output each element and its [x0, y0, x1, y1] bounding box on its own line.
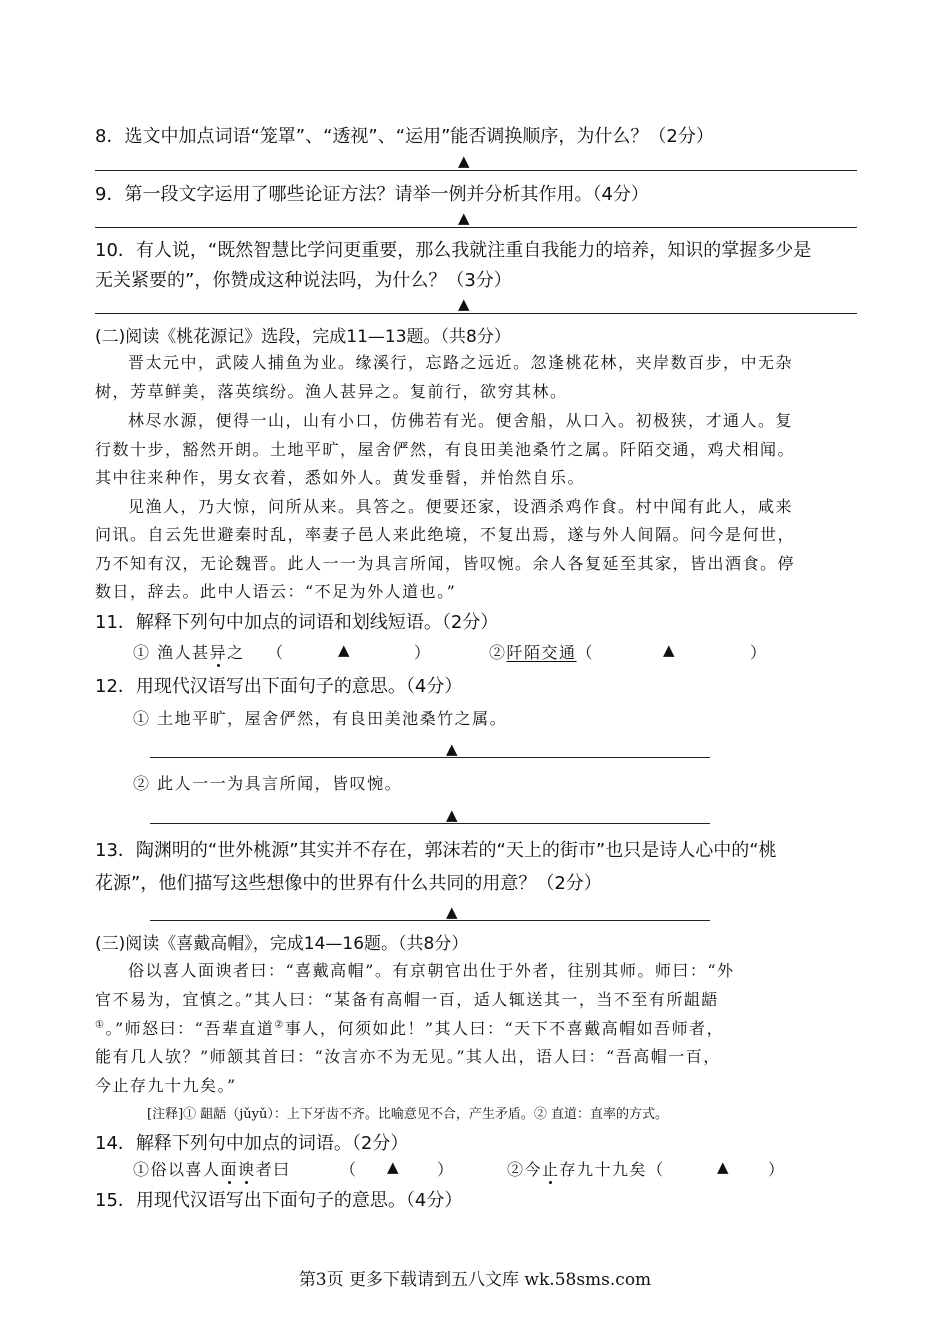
passage2-line: 问讯。自云先世避秦时乱，率妻子邑人来此绝境，不复出焉，遂与外人间隔。问今是何世，	[95, 525, 796, 544]
q11-blank-2-close: ）	[750, 643, 768, 662]
question-11: 11．解释下列句中加点的词语和划线短语。（2分）	[95, 612, 499, 633]
question-12: 12．用现代汉语写出下面句子的意思。（4分）	[95, 676, 463, 697]
q14-blank-2-mark[interactable]: ▲	[717, 1158, 729, 1176]
q12-sentence-1: ① 土地平旷，屋舍俨然，有良田美池桑竹之属。	[133, 709, 508, 728]
answer-line-12-2[interactable]	[150, 823, 710, 824]
q11-blank-1-mark[interactable]: ▲	[338, 641, 350, 659]
answer-line-10[interactable]	[95, 313, 857, 314]
answer-line-8[interactable]	[95, 170, 857, 171]
dotted-word: 谀	[238, 1160, 256, 1179]
question-10-line1: 10．有人说，“既然智慧比学问更重要，那么我就注重自我能力的培养，知识的掌握多少是	[95, 240, 812, 261]
answer-mark-12-1: ▲	[446, 740, 458, 758]
passage2-line: 晋太元中，武陵人捕鱼为业。缘溪行，忘路之远近。忽逢桃花林，夹岸数百步，中无杂	[128, 353, 794, 372]
section-2-heading: (二)阅读《桃花源记》选段，完成11—13题。（共8分）	[95, 327, 511, 347]
dotted-word: 面	[220, 1160, 239, 1179]
q11-blank-2-mark[interactable]: ▲	[663, 641, 675, 659]
q14-blank-1-open: （	[340, 1160, 358, 1179]
question-13-line1: 13．陶渊明的“世外桃源”其实并不存在，郭沫若的“天上的街市”也只是诗人心中的“桃	[95, 840, 777, 861]
passage3-line: 官不易为，宜慎之。”其人曰：“某备有高帽一百，适人辄送其一，当不至有所龃龉	[95, 990, 719, 1009]
page-footer: 第3页 更多下载请到五八文库 wk.58sms.com	[298, 1270, 652, 1290]
underlined-phrase: 阡陌交通	[506, 643, 577, 662]
annotation-note: [注释]① 龃龉（jǔyǔ）：上下牙齿不齐。比喻意见不合，产生矛盾。② 直道：直率的方式。	[147, 1107, 669, 1122]
passage3-line: 俗以喜人面谀者曰：“喜戴高帽”。有京朝官出仕于外者，往别其师。师曰：“外	[128, 961, 735, 980]
q11-item-1: ① 渔人甚异之	[133, 643, 245, 662]
q11-blank-1-close: ）	[414, 643, 432, 662]
answer-line-13[interactable]	[150, 920, 710, 921]
passage2-line: 行数十步，豁然开朗。土地平旷，屋舍俨然，有良田美池桑竹之属。阡陌交通，鸡犬相闻。	[95, 440, 796, 459]
section-3-heading: (三)阅读《喜戴高帽》，完成14—16题。（共8分）	[95, 934, 469, 954]
answer-line-9[interactable]	[95, 227, 857, 228]
footnote-marker: ①	[95, 1019, 106, 1031]
answer-mark-12-2: ▲	[446, 806, 458, 824]
passage2-line: 乃不知有汉，无论魏晋。此人一一为具言所闻，皆叹惋。余人各复延至其家，皆出酒食。停	[95, 554, 796, 573]
passage3-line: ①。”师怒曰：“吾辈直道②事人，何须如此！”其人曰：“天下不喜戴高帽如吾师者，	[95, 1019, 725, 1038]
footnote-marker: ②	[274, 1019, 285, 1031]
question-10-line2: 无关紧要的”，你赞成这种说法吗，为什么？（3分）	[95, 270, 512, 291]
q11-blank-1-open: （	[267, 643, 285, 662]
passage3-line: 能有几人欤？”师颔其首曰：“汝言亦不为无见。”其人出，语人曰：“吾高帽一百，	[95, 1047, 721, 1066]
passage2-line: 见渔人，乃大惊，问所从来。具答之。便要还家，设酒杀鸡作食。村中闻有此人，咸来	[128, 497, 794, 516]
q14-blank-2-close: ）	[768, 1160, 786, 1179]
answer-mark-13: ▲	[446, 903, 458, 921]
answer-line-12-1[interactable]	[150, 757, 710, 758]
question-15: 15．用现代汉语写出下面句子的意思。（4分）	[95, 1190, 463, 1211]
dotted-word: 异	[209, 643, 228, 662]
question-14: 14．解释下列句中加点的词语。（2分）	[95, 1133, 409, 1154]
q12-sentence-2: ② 此人一一为具言所闻，皆叹惋。	[133, 774, 403, 793]
passage2-line: 林尽水源，便得一山，山有小口，仿佛若有光。便舍船，从口入。初极狭，才通人。复	[128, 411, 794, 430]
answer-mark-10: ▲	[458, 295, 470, 313]
question-9: 9．第一段文字运用了哪些论证方法？请举一例并分析其作用。（4分）	[95, 184, 649, 205]
passage3-line: 今止存九十九矣。”	[95, 1076, 237, 1095]
answer-mark-8: ▲	[458, 152, 470, 170]
q14-item-2: ②今止存九十九矣（	[507, 1160, 665, 1179]
question-13-line2: 花源”，他们描写这些想像中的世界有什么共同的用意？（2分）	[95, 873, 602, 894]
q14-blank-1-mark[interactable]: ▲	[387, 1158, 399, 1176]
answer-mark-9: ▲	[458, 209, 470, 227]
passage2-line: 其中往来种作，男女衣着，悉如外人。黄发垂髫，并怡然自乐。	[95, 468, 586, 487]
question-8: 8．选文中加点词语“笼罩”、“透视”、“运用”能否调换顺序，为什么？（2分）	[95, 126, 714, 147]
dotted-word: 止	[542, 1160, 560, 1179]
passage2-line: 树，芳草鲜美，落英缤纷。渔人甚异之。复前行，欲穷其林。	[95, 382, 568, 401]
q11-item-2: ②阡陌交通（	[489, 643, 595, 662]
q14-blank-1-close: ）	[437, 1160, 455, 1179]
passage2-line: 数日，辞去。此中人语云：“不足为外人道也。”	[95, 582, 457, 601]
q14-item-1: ①俗以喜人面谀者曰	[133, 1160, 291, 1179]
